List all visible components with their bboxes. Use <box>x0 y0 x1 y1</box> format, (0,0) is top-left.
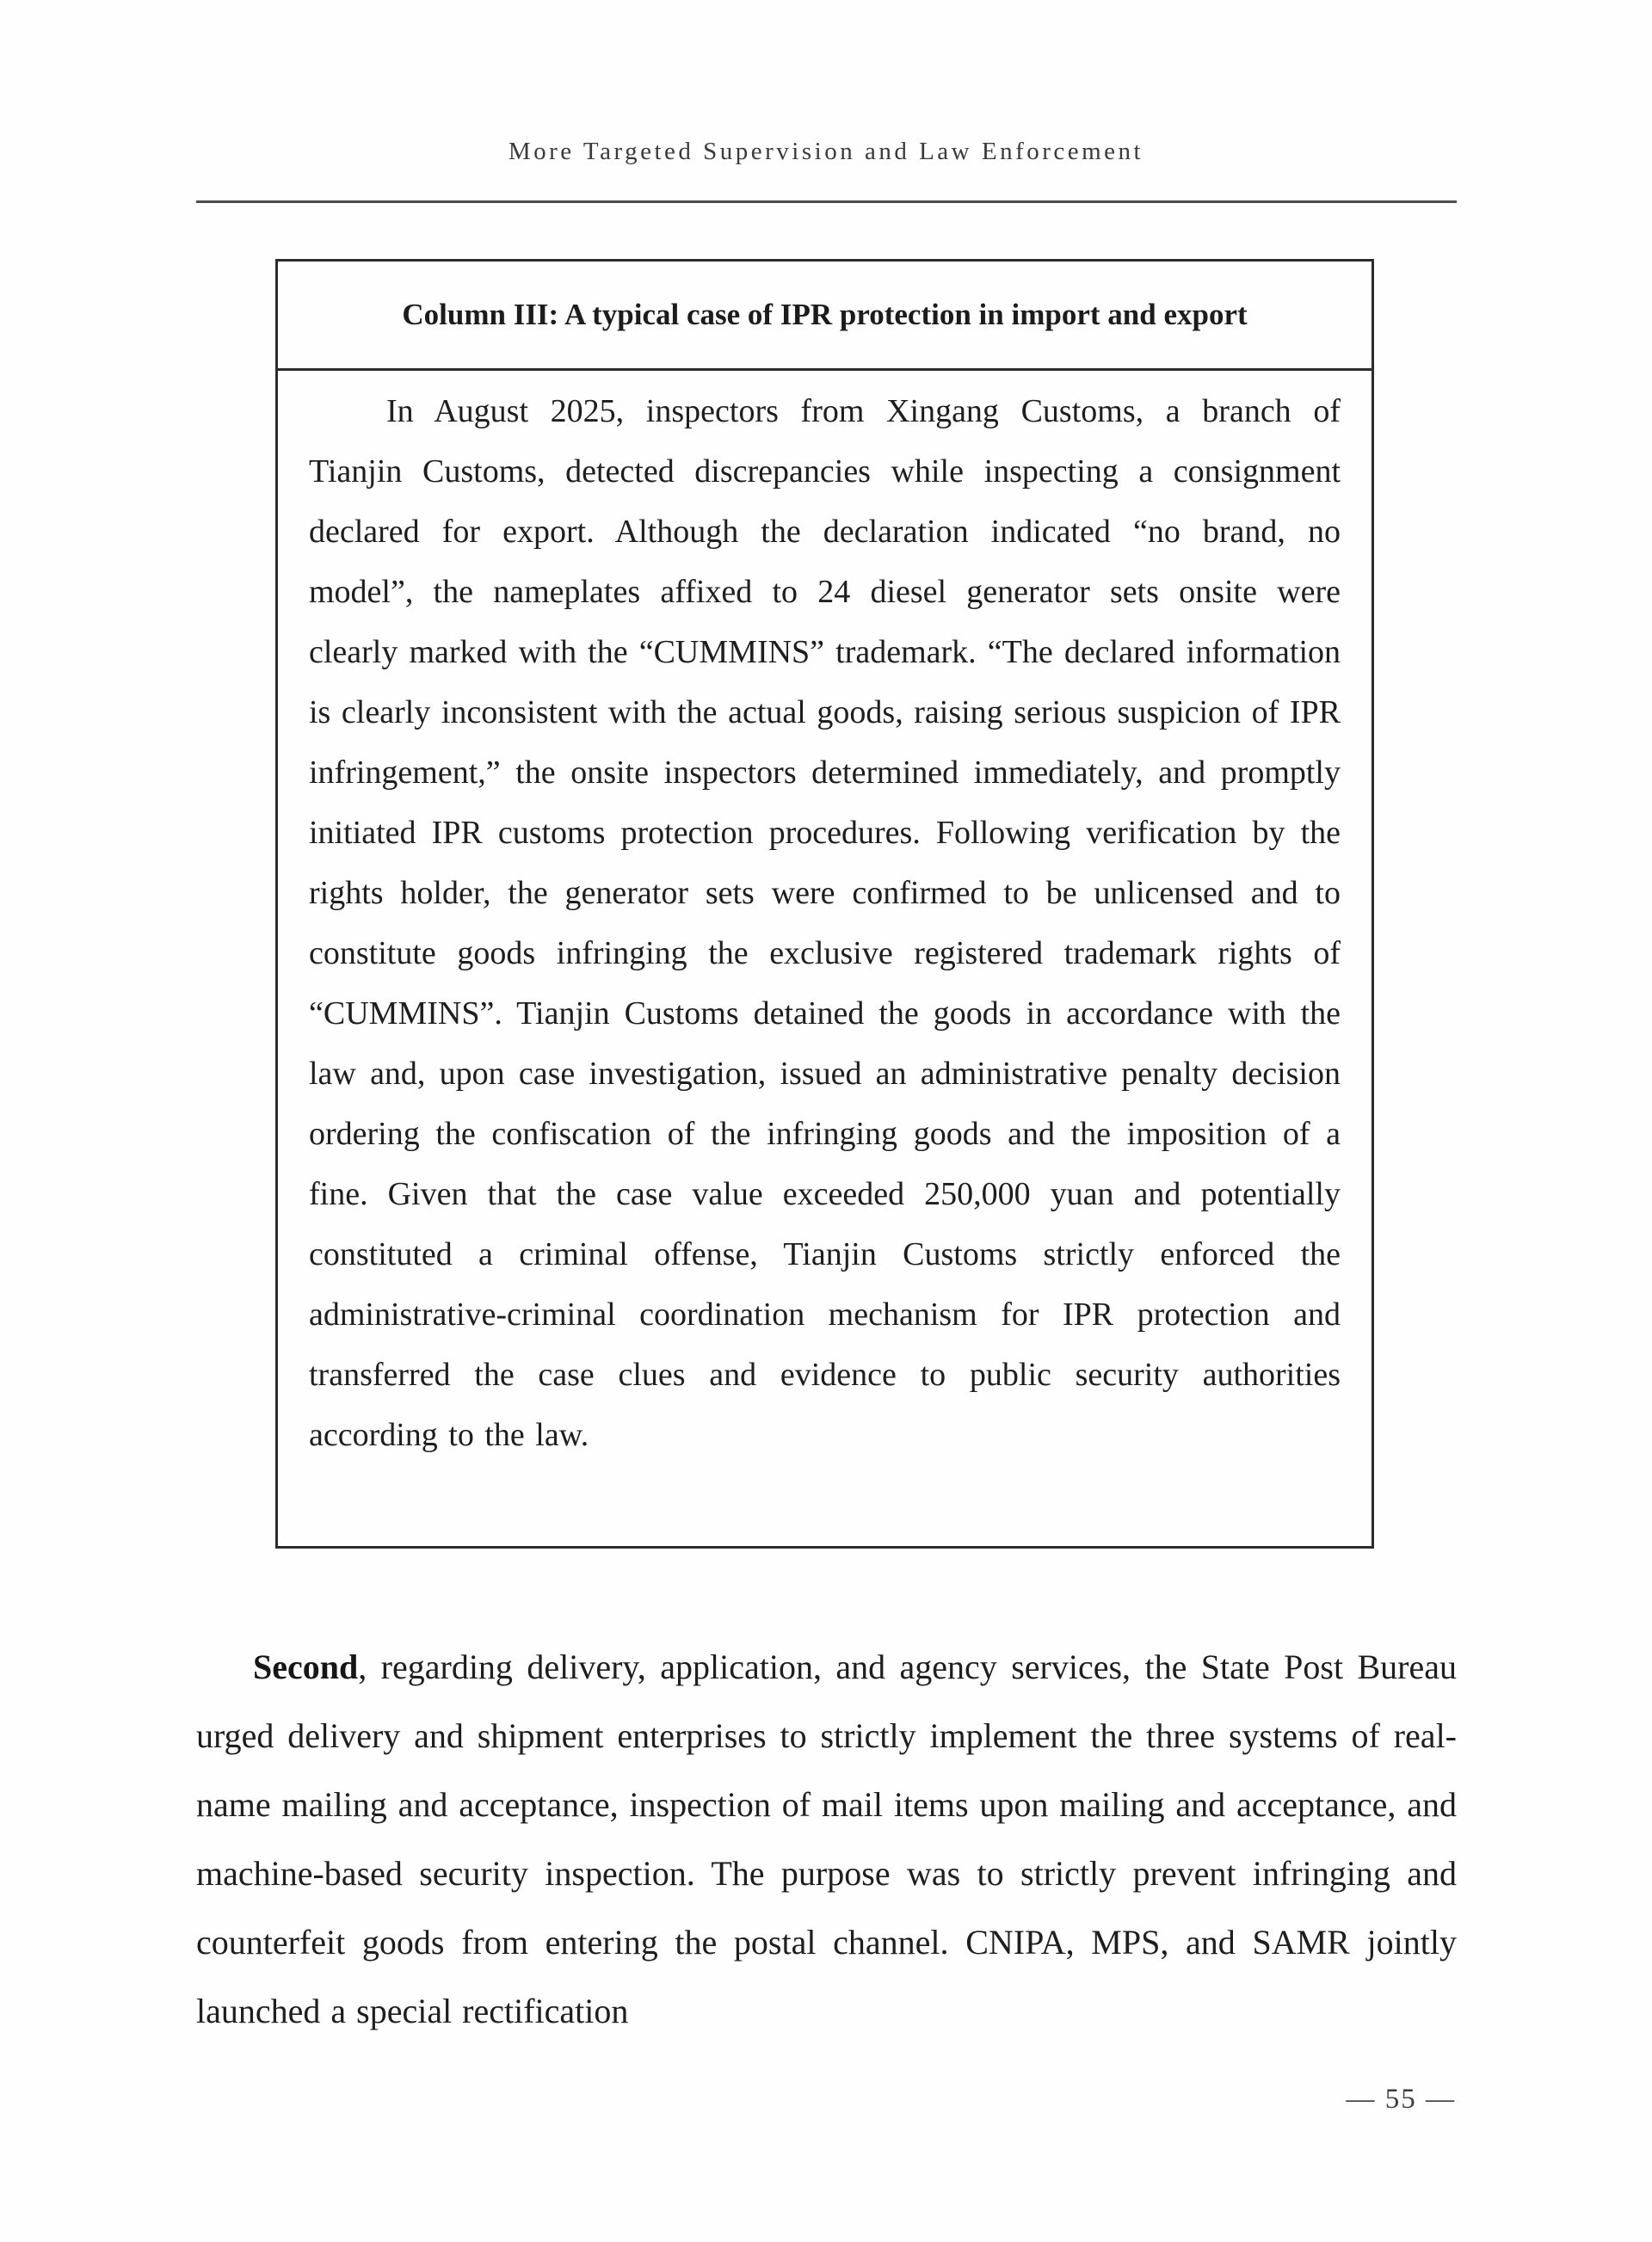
running-header: More Targeted Supervision and Law Enforcement <box>508 138 1144 165</box>
header-rule <box>196 200 1457 203</box>
paragraph-text: , regarding delivery, application, and agency services, the State Post Bureau urged delivery and shipment enterprises to strictly implement the three systems of real-name mailing and acceptance, inspection of mail items upon mailing and acceptance, and machine-based security inspection. The purpose was to strictly prevent infringing and counterfeit goods from entering the postal channel. CNIPA, MPS, and SAMR jointly launched a special rectification <box>196 1648 1457 2030</box>
page-number: — 55 — <box>1346 2084 1456 2115</box>
column-box-title: Column III: A typical case of IPR protection in import and export <box>278 262 1372 371</box>
body-paragraph <box>196 1633 1457 2046</box>
column-box <box>275 259 1374 1549</box>
column-box-body: In August 2025, inspectors from Xingang Customs, a branch of Tianjin Customs, detected discrepancies while inspecting a consignment declared for export. Although the declaration indicated “no brand, no model”, the nameplates affixed to 24 diesel generator sets onsite were clearly marked with the “CUMMINS” trademark. “The declared information is clearly inconsistent with the actual goods, raising serious suspicion of IPR infringement,” the onsite inspectors determined immediately, and promptly initiated IPR customs protection procedures. Following verification by the rights holder, the generator sets were confirmed to be unlicensed and to constitute goods infringing the exclusive registered trademark rights of “CUMMINS”. Tianjin Customs detained the goods in accordance with the law and, upon case investigation, issued an administrative penalty decision ordering the confiscation of the infringing goods and the imposition of a fine. Given that the case value exceeded 250,000 yuan and potentially constituted a criminal offense, Tianjin Customs strictly enforced the administrative-criminal coordination mechanism for IPR protection and transferred the case clues and evidence to public security authorities according to the law. <box>309 393 1341 1453</box>
paragraph-lead-word: Second <box>253 1648 359 1686</box>
